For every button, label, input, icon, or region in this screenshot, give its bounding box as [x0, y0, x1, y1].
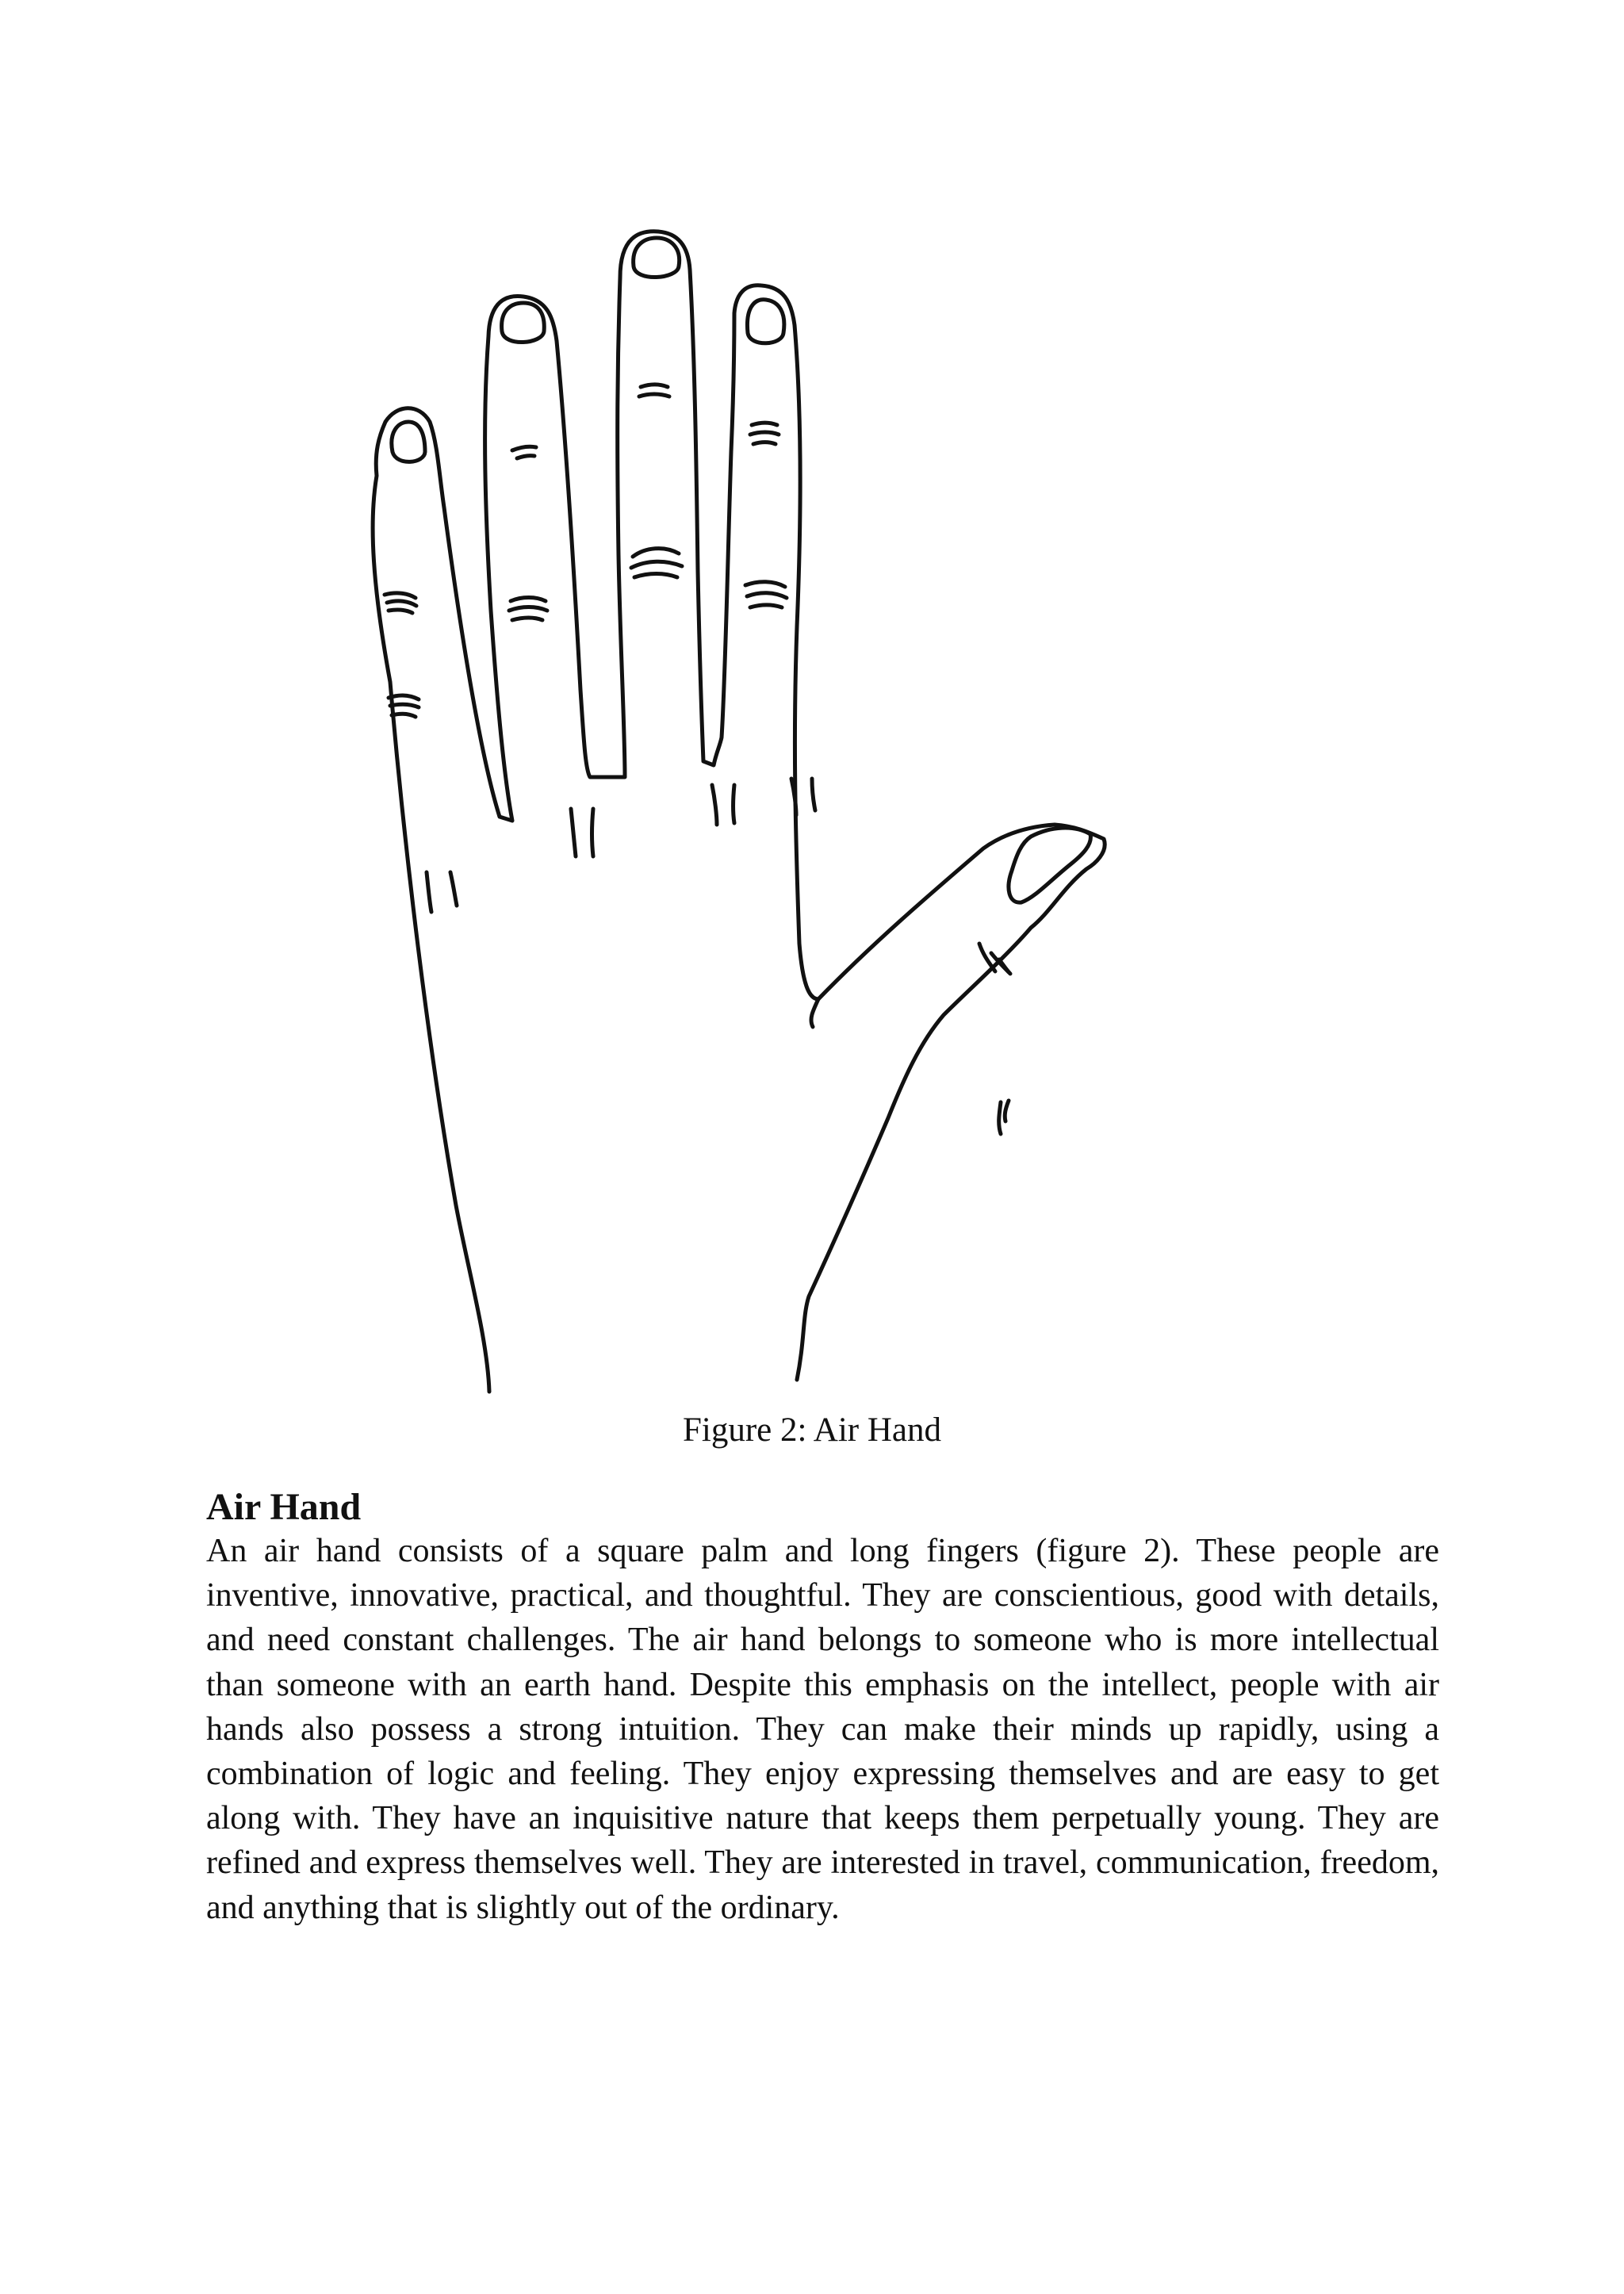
hand-outline [373, 232, 1105, 1392]
figure-caption: Figure 2: Air Hand [682, 1411, 942, 1449]
section-heading: Air Hand [206, 1486, 362, 1528]
air-hand-illustration [333, 214, 1324, 1404]
body-paragraph: An air hand consists of a square palm and long fingers (figure 2). These people are inventive, innovative, practical, and thoughtful. They are conscientious, good with details, and need constant challenges. The air hand belongs to someone who is more intellectual than someone with an earth hand. Despite this emphasis on the intellect, people with air hands also possess a strong intuition. They can make their minds up rapidly, using a combination of logic and feeling. They enjoy expressing themselves and are easy to get along with. They have an inquisitive nature that keeps them perpetually young. They are refined and express themselves well. They are interested in travel, communication, freedom, and anything that is slightly out of the ordinary. [206, 1533, 1439, 1926]
fingernail-middle [634, 238, 680, 278]
fingernail-little [392, 422, 425, 461]
fingernail-ring [502, 303, 545, 343]
fingernail-thumb [1009, 828, 1090, 902]
fingernail-index [747, 300, 783, 343]
